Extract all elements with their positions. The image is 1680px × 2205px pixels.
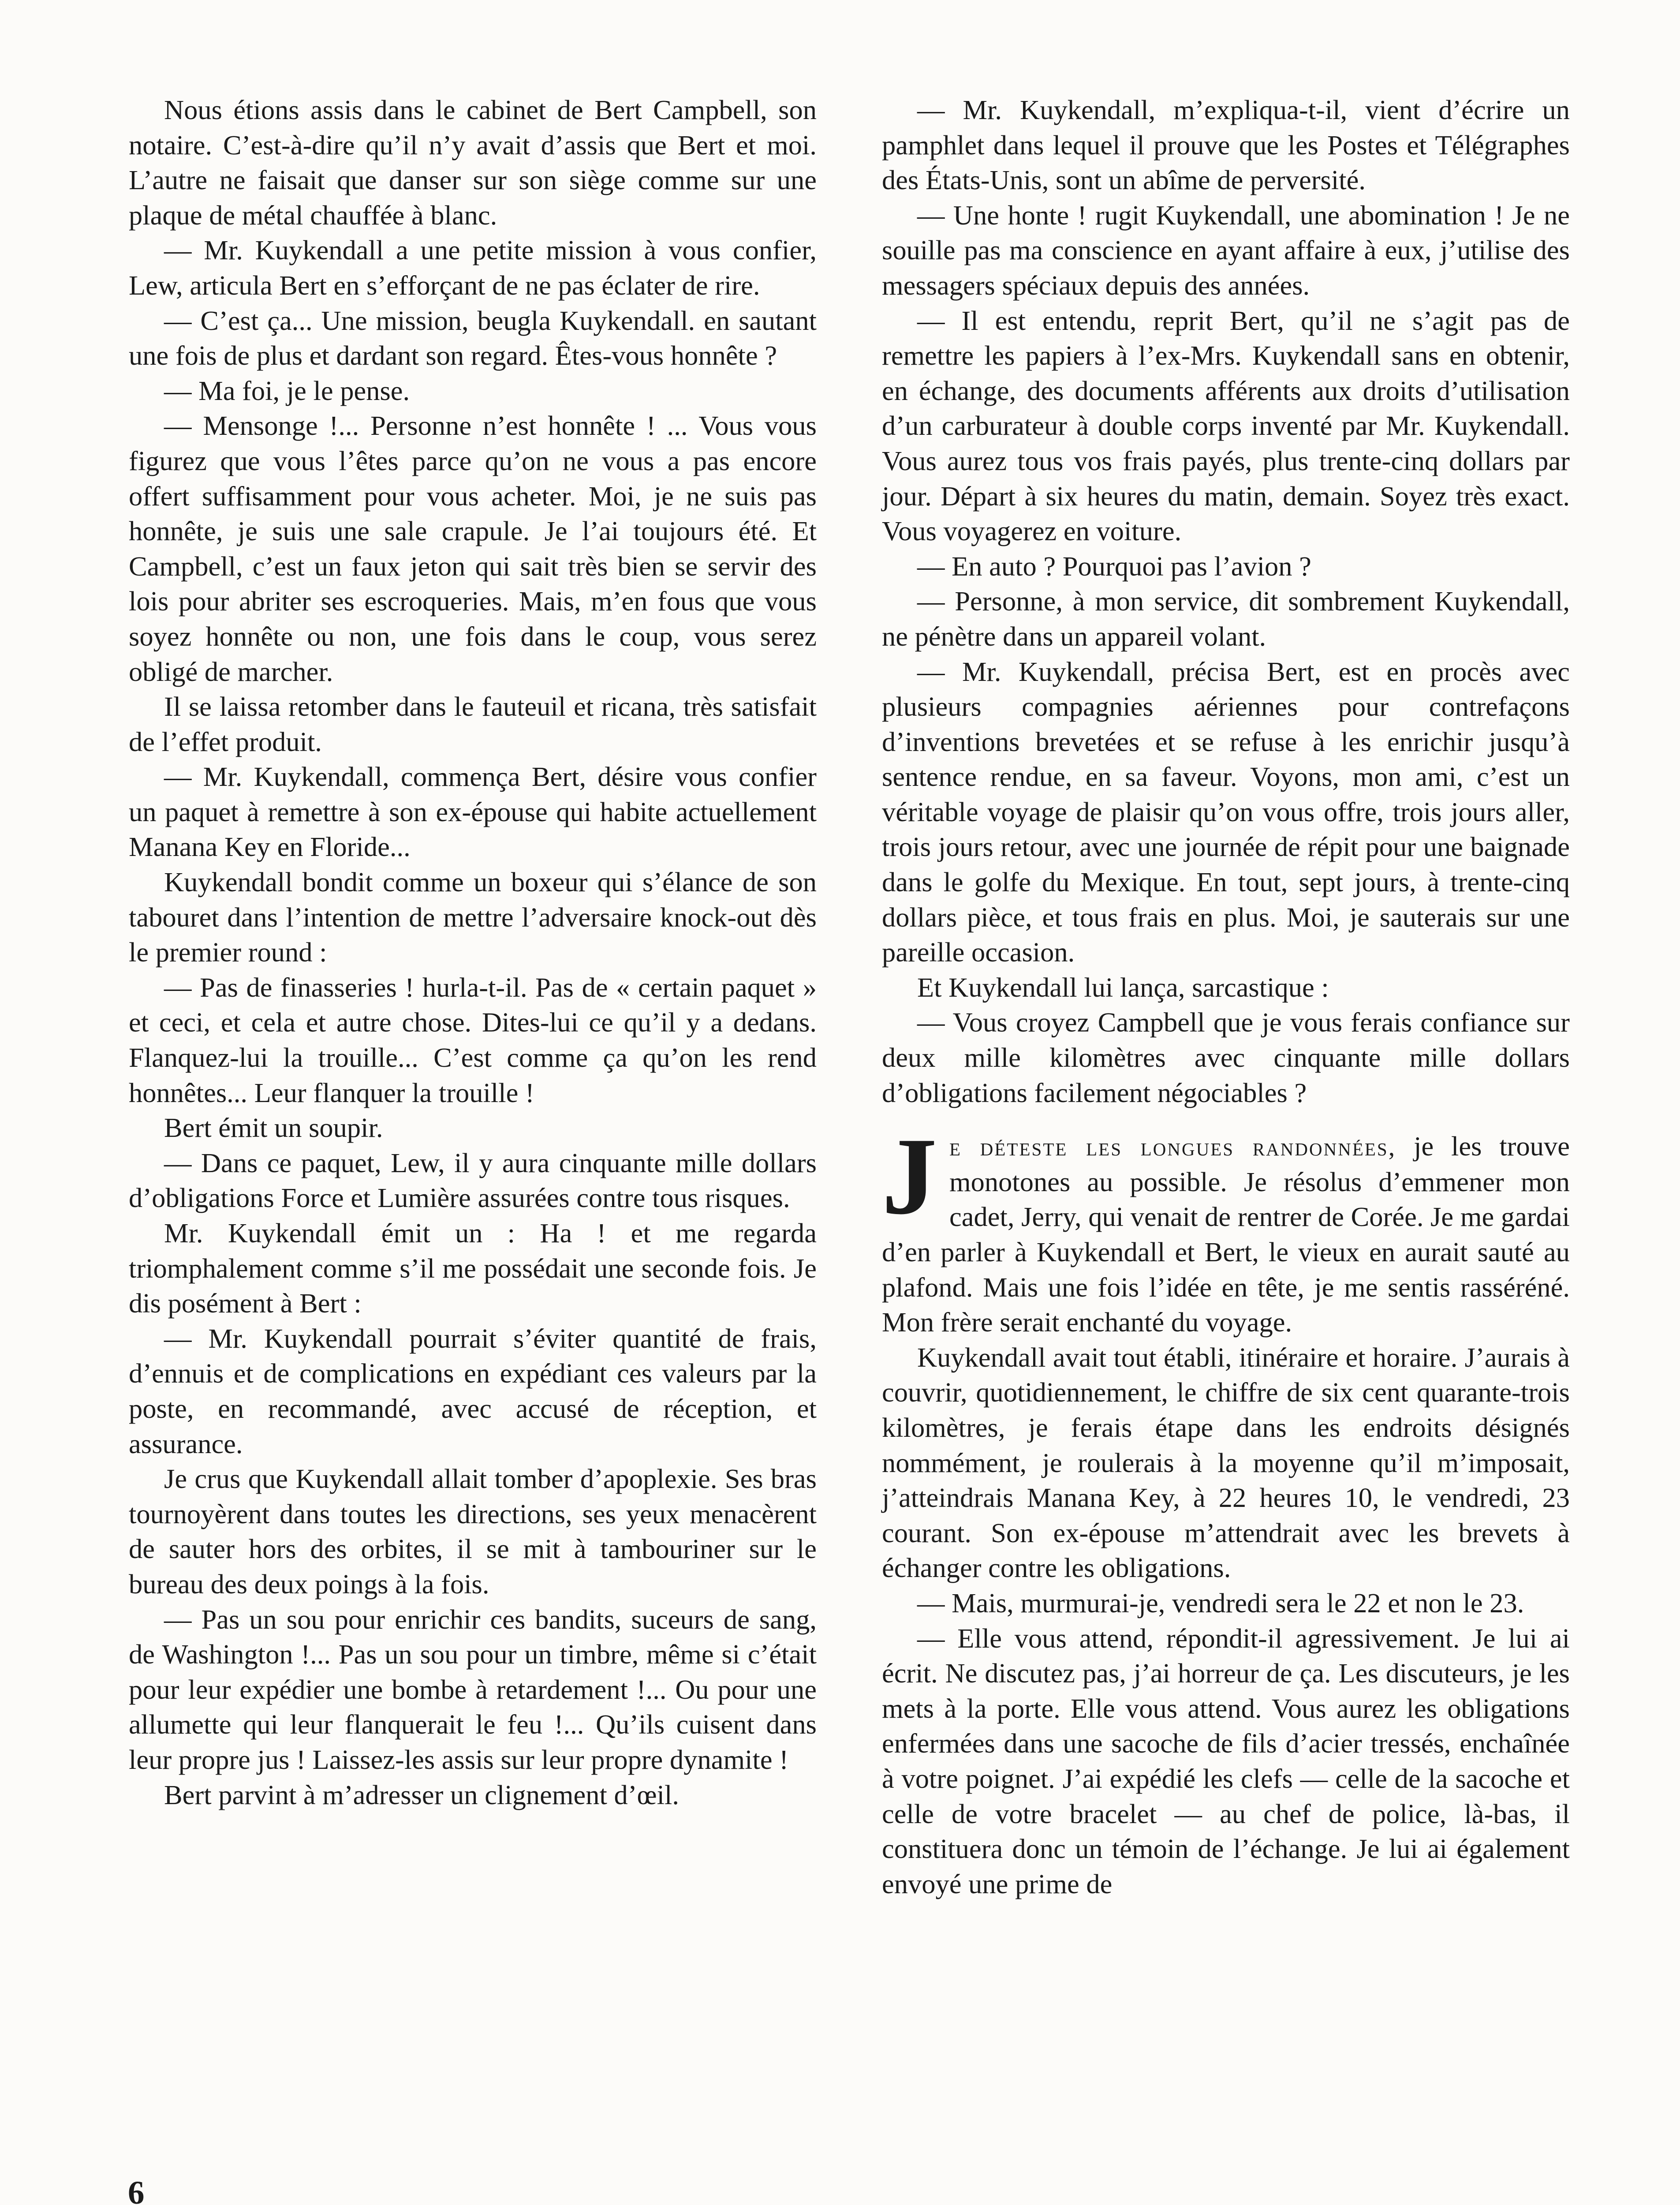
paragraph: — Mr. Kuykendall, m’expliqua-t-il, vient d’écrire un pamphlet dans lequel il prouve que les Postes et Télégraphes des États-Unis, sont un abîme de perversité. <box>882 94 1570 196</box>
paragraph: Bert émit un soupir. <box>164 1112 383 1144</box>
paragraph: — Mr. Kuykendall, précisa Bert, est en procès avec plusieurs compagnies aériennes pour contrefaçons d’inventions brevetées et se refuse à les enrichir jusqu’à sentence rendue, en sa faveur. Voyons, mon ami, c’est un véritable voyage de plaisir qu’on vous offre, trois jours aller, trois jours retour, avec une journée de répit pour une baignade dans le golfe du Mexique. En tout, sept jours, à trente-cinq dollars pièce, et tous frais en plus. Moi, je sauterais sur une pareille occasion. <box>882 656 1570 968</box>
section-opening-paragraph <box>882 1115 1570 1340</box>
paragraph: — Ma foi, je le pense. <box>164 375 410 406</box>
left-column <box>129 93 817 1813</box>
section-first-text: je les trouve monotones au possible. Je résolus d’emmener mon cadet, Jerry, qui venait de rentrer de Corée. Je me gardai d’en parler à Kuykendall et Bert, le vieux en aurait sauté au plafond. Mais une fois l’idée en tête, je me sentis rasséréné. Mon frère serait enchanté du voyage. <box>882 1131 1570 1338</box>
paragraph: — Pas de finasseries ! hurla-t-il. Pas de « certain paquet » et ceci, et cela et autre chose. Dites-lui ce qu’il y a dedans. Flanquez-lui la trouille... C’est comme ça qu’on les rend honnêtes... Leur flanquer la trouille ! <box>129 972 817 1108</box>
paragraph: — Mr. Kuykendall pourrait s’éviter quantité de frais, d’ennuis et de complications en expédiant ces valeurs par la poste, en recommandé, avec accusé de réception, et assurance. <box>129 1323 817 1459</box>
paragraph: — Il est entendu, reprit Bert, qu’il ne s’agit pas de remettre les papiers à l’ex-Mrs. Kuykendall sans en obtenir, en échange, des documents afférents aux droits d’utilisation d’un carburateur à double corps inventé par Mr. Kuykendall. Vous aurez tous vos frais payés, plus trente-cinq dollars par jour. Départ à six heures du matin, demain. Soyez très exact. Vous voyagerez en voiture. <box>882 305 1570 547</box>
paragraph: — Mr. Kuykendall, commença Bert, désire vous confier un paquet à remettre à son ex-épouse qui habite actuellement Manana Key en Floride... <box>129 761 817 863</box>
lead-in-small-caps: e déteste les longues randonnées, <box>949 1132 1396 1162</box>
paragraph: — Elle vous attend, répondit-il agressivement. Je lui ai écrit. Ne discutez pas, j’ai horreur de ça. Les discuteurs, je les mets à la porte. Elle vous attend. Vous aurez les obligations enfermées dans une sacoche de fils d’acier tressés, enchaînée à votre poignet. J’ai expédié les clefs — celle de la sacoche et celle de votre bracelet — au chef de police, là-bas, il constituera donc un témoin de l’échange. Je lui ai également envoyé une prime de <box>882 1622 1570 1899</box>
paragraph: Il se laissa retomber dans le fauteuil et ricana, très satisfait de l’effet produit. <box>129 691 817 757</box>
paragraph: Kuykendall avait tout établi, itinéraire et horaire. J’aurais à couvrir, quotidiennement, le chiffre de six cent quarante-trois kilomètres, je ferais étape dans les endroits désignés nommément, je roulerais à la moyenne qu’il m’imposait, j’atteindrais Manana Key, à 22 heures 10, le vendredi, 23 courant. Son ex-épouse m’attendrait avec les brevets à échanger contre les obligations. <box>882 1342 1570 1584</box>
paragraph: — C’est ça... Une mission, beugla Kuykendall. en sautant une fois de plus et dardant son regard. Êtes-vous honnête ? <box>129 305 817 371</box>
paragraph: Mr. Kuykendall émit un : Ha ! et me regarda triomphalement comme s’il me possédait une seconde fois. Je dis posément à Bert : <box>129 1218 817 1319</box>
paragraph: — Mr. Kuykendall a une petite mission à vous confier, Lew, articula Bert en s’efforçant de ne pas éclater de rire. <box>129 235 817 301</box>
paragraph: — En auto ? Pourquoi pas l’avion ? <box>917 550 1311 582</box>
paragraph: Et Kuykendall lui lança, sarcastique : <box>917 972 1329 1003</box>
page-number: 6 <box>128 2175 145 2205</box>
paragraph: Nous étions assis dans le cabinet de Bert Campbell, son notaire. C’est-à-dire qu’il n’y avait d’assis que Bert et moi. L’autre ne faisait que danser sur son siège comme sur une plaque de métal chauffée à blanc. <box>129 94 817 231</box>
paragraph: — Dans ce paquet, Lew, il y aura cinquante mille dollars d’obligations Force et Lumière assurées contre tous risques. <box>129 1147 817 1214</box>
paragraph: — Vous croyez Campbell que je vous ferais confiance sur deux mille kilomètres avec cinquante mille dollars d’obligations facilement négociables ? <box>882 1007 1570 1108</box>
paragraph: — Personne, à mon service, dit sombrement Kuykendall, ne pénètre dans un appareil volant. <box>882 586 1570 652</box>
drop-cap: J <box>882 1115 937 1238</box>
paragraph: — Mensonge !... Personne n’est honnête ! ... Vous vous figurez que vous l’êtes parce qu’on ne vous a pas encore offert suffisamment pour vous acheter. Moi, je ne suis pas honnête, je suis une sale crapule. Je l’ai toujours été. Et Campbell, c’est un faux jeton qui sait très bien se servir des lois pour abriter ses escroqueries. Mais, m’en fous que vous soyez honnête ou non, une fois dans le coup, vous serez obligé de marcher. <box>129 410 817 687</box>
paragraph: Kuykendall bondit comme un boxeur qui s’élance de son tabouret dans l’intention de mettre l’adversaire knock-out dès le premier round : <box>129 867 817 968</box>
paragraph: — Pas un sou pour enrichir ces bandits, suceurs de sang, de Washington !... Pas un sou pour un timbre, même si c’était pour leur expédier une bombe à retardement !... Ou pour une allumette qui leur flanquerait le feu !... Qu’ils cuisent dans leur propre jus ! Laissez-les assis sur leur propre dynamite ! <box>129 1603 817 1775</box>
paragraph: — Une honte ! rugit Kuykendall, une abomination ! Je ne souille pas ma conscience en ayant affaire à eux, j’utilise des messagers spéciaux depuis des années. <box>882 199 1570 301</box>
paragraph: Bert parvint à m’adresser un clignement d’œil. <box>164 1779 679 1810</box>
paragraph: — Mais, murmurai-je, vendredi sera le 22 et non le 23. <box>917 1587 1524 1618</box>
right-column <box>882 93 1570 1902</box>
paragraph: Je crus que Kuykendall allait tomber d’apoplexie. Ses bras tournoyèrent dans toutes les directions, ses yeux menacèrent de sauter hors des orbites, il se mit à tambouriner sur le bureau des deux poings à la fois. <box>129 1463 817 1600</box>
